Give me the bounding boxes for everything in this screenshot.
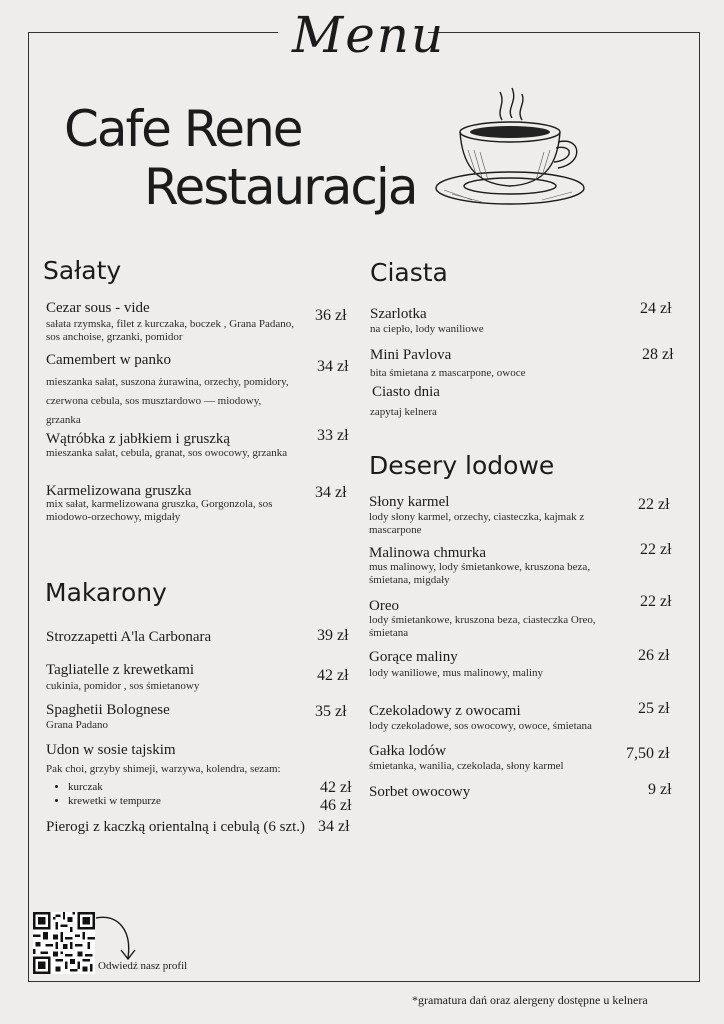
menu-item-name: Oreo [369,598,399,614]
menu-item-price: 33 zł [317,427,349,444]
menu-item-name: Czekoladowy z owocami [369,703,521,719]
udon-options-list [50,780,161,808]
menu-item-description: mieszanka sałat, suszona żurawina, orzechy, pomidory, czerwona cebula, sos musztardowo — miodowy, grzanka [46,376,289,426]
menu-item-price: 42 zł [320,779,352,796]
qr-profile-label: Odwiedź nasz profil [98,960,188,972]
menu-item-name: Mini Pavlova [370,347,452,363]
menu-item-name: Wątróbka z jabłkiem i gruszką [46,431,231,447]
menu-item-name: Karmelizowana gruszka [46,483,192,499]
menu-item-name: Gorące maliny [369,649,458,665]
menu-item-description: lody waniliowe, mus malinowy, maliny [369,667,544,679]
section-heading-salaty: Sałaty [43,256,122,285]
menu-item-name: Pierogi z kaczką orientalną i cebulą (6 szt.) [46,819,306,835]
menu-item-description: na ciepło, lody waniliowe [370,323,484,335]
menu-item-name: Camembert w panko [46,352,171,368]
restaurant-title: Restauracja [144,158,417,216]
menu-item-name: Ciasto dnia [372,384,440,400]
menu-item-description: lody śmietankowe, kruszona beza, ciasteczka Oreo, śmietana [369,614,596,639]
menu-item-name: Spaghetii Bolognese [46,702,170,718]
allergen-footnote: *gramatura dań oraz alergeny dostępne u kelnera [412,993,648,1007]
menu-item-name: Tagliatelle z krewetkami [46,662,195,678]
menu-item-name: Słony karmel [369,494,450,510]
menu-item-description: bita śmietana z mascarpone, owoce [370,367,526,379]
list-item: • krewetki w tempurze [68,794,161,808]
cafe-title: Cafe Rene [64,100,302,158]
menu-item-price: 36 zł [315,307,347,324]
menu-item-price: 39 zł [317,627,349,644]
menu-item-description: lody czekoladowe, sos owocowy, owoce, śmietana [369,720,592,732]
curved-arrow-icon [94,912,142,964]
menu-item-description: zapytaj kelnera [370,406,437,418]
menu-item-description: mix sałat, karmelizowana gruszka, Gorgonzola, sos miodowo-orzechowy, migdały [46,498,273,523]
list-item: • kurczak [68,780,161,794]
menu-item-description: lody słony karmel, orzechy, ciasteczka, kajmak z mascarpone [369,511,585,536]
menu-item-price: 24 zł [640,300,672,317]
menu-item-price: 34 zł [318,818,350,835]
menu-item-price: 34 zł [317,358,349,375]
menu-item-price: 26 zł [638,647,670,664]
menu-item-price: 9 zł [648,781,672,798]
menu-item-price: 22 zł [640,541,672,558]
section-heading-makarony: Makarony [45,578,167,607]
menu-item-name: Cezar sous - vide [46,300,150,316]
script-title: Menu [292,6,446,64]
menu-item-description: śmietanka, wanilia, czekolada, słony karmel [369,760,564,772]
section-heading-desery: Desery lodowe [369,451,555,480]
menu-item-description: Pak choi, grzyby shimeji, warzywa, kolendra, sezam: [46,763,281,775]
menu-item-price: 35 zł [315,703,347,720]
menu-item-name: Gałka lodów [369,743,447,759]
coffee-cup-icon [432,80,588,220]
menu-item-price: 7,50 zł [626,745,670,762]
menu-item-price: 28 zł [642,346,674,363]
menu-item-name: Strozzapetti A'la Carbonara [46,629,212,645]
menu-item-price: 42 zł [317,667,349,684]
menu-item-price: 34 zł [315,484,347,501]
menu-item-description: mieszanka sałat, cebula, granat, sos owocowy, grzanka [46,447,288,459]
section-heading-ciasta: Ciasta [370,258,448,287]
menu-item-name: Udon w sosie tajskim [46,742,176,758]
menu-item-price: 25 zł [638,700,670,717]
qr-code-icon[interactable] [33,912,95,974]
menu-item-description: Grana Padano [46,719,109,731]
menu-item-name: Szarlotka [370,306,427,322]
menu-item-name: Malinowa chmurka [369,545,487,561]
menu-item-price: 22 zł [640,593,672,610]
menu-item-description: mus malinowy, lody śmietankowe, kruszona beza, śmietana, migdały [369,561,591,586]
menu-item-name: Sorbet owocowy [369,784,471,800]
menu-item-description: cukinia, pomidor , sos śmietanowy [46,680,200,692]
menu-item-description: sałata rzymska, filet z kurczaka, boczek , Grana Padano, sos anchoise, grzanki, pomidor [46,318,294,343]
menu-item-price: 46 zł [320,797,352,814]
menu-item-price: 22 zł [638,496,670,513]
